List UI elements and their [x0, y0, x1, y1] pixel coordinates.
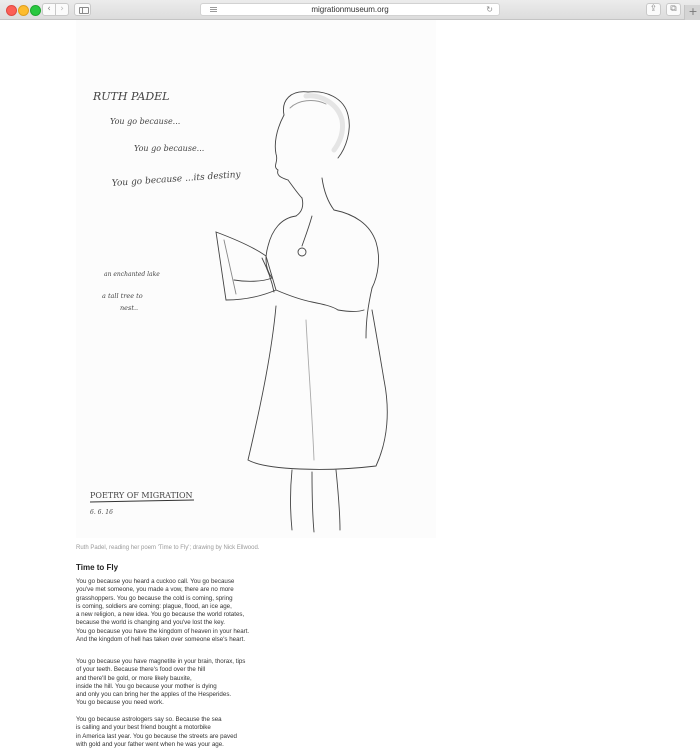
- poem-line: You go because you need work.: [76, 699, 164, 707]
- reload-icon[interactable]: ↻: [486, 5, 493, 14]
- sidebar-icon[interactable]: [74, 3, 91, 16]
- poem-line: is coming, soldiers are coming: plague, flood, an ice age,: [76, 602, 232, 610]
- poem-title: Time to Fly: [76, 563, 119, 572]
- poem-line: You go because you have the kingdom of heaven in your heart.: [76, 627, 250, 635]
- poem-line: and only you can bring her the apples of the Hesperides.: [76, 691, 232, 699]
- drawing-date: 6. 6. 16: [90, 509, 113, 516]
- poem-line: a new religion, a new idea. You go because the world rotates,: [76, 611, 245, 619]
- browser-toolbar: [0, 0, 700, 20]
- sketch-figure: [76, 20, 436, 538]
- poem-stanza-1: [76, 578, 306, 644]
- poem-stanza-2: [76, 658, 306, 708]
- portrait-drawing: [76, 20, 436, 538]
- figure-lines: [216, 92, 387, 532]
- footer-underline: [90, 500, 194, 502]
- share-icon[interactable]: ⇪: [646, 3, 661, 16]
- image-caption: Ruth Padel, reading her poem 'Time to Fly'; drawing by Nick Ellwood.: [76, 545, 260, 551]
- poem-line: because the world is changing and you've lost the key.: [76, 619, 225, 627]
- poem-line: And the kingdom of hell has taken over someone else's heart.: [76, 636, 246, 644]
- poem-line: You go because astrologers say so. Because the sea: [76, 716, 222, 723]
- poem-line: You go because you have magnetite in your brain, thorax, tips: [76, 658, 246, 665]
- drawing-line-1: You go because...: [110, 117, 181, 126]
- poem-line: and there'll be gold, or more likely bauxite,: [76, 674, 192, 682]
- poem-line: is calling and your best friend bought a motorbike: [76, 724, 211, 732]
- address-bar[interactable]: [200, 3, 500, 16]
- poem-line: with gold and your father went when he was your age.: [76, 740, 224, 748]
- drawing-note-1: an enchanted lake: [104, 271, 160, 278]
- back-icon[interactable]: ‹: [42, 3, 56, 16]
- address-url[interactable]: migrationmuseum.org: [311, 5, 389, 14]
- forward-icon[interactable]: ›: [55, 3, 69, 16]
- poem-stanza-3: [76, 716, 306, 749]
- close-window-button[interactable]: [6, 5, 17, 16]
- poem-line: in America last year. You go because the streets are paved: [76, 732, 237, 740]
- poem-line: of your teeth. Because there's food over the hill: [76, 666, 206, 674]
- drawing-note-2a: a tall tree to: [102, 292, 143, 300]
- zoom-window-button[interactable]: [30, 5, 41, 16]
- poem-line: You go because you heard a cuckoo call. You go because: [76, 578, 235, 585]
- minimize-window-button[interactable]: [18, 5, 29, 16]
- poem-line: grasshoppers. You go because the cold is coming, spring: [76, 594, 233, 602]
- poem-line: you've met someone, you made a vow, there are no more: [76, 586, 234, 594]
- new-tab-icon[interactable]: +: [684, 5, 700, 20]
- drawing-heading: RUTH PADEL: [93, 90, 170, 103]
- poem-line: inside the hill. You go because your mother is dying: [76, 682, 217, 690]
- drawing-line-3: You go because ...its destiny: [111, 170, 241, 189]
- drawing-footer: POETRY OF MIGRATION: [90, 491, 193, 500]
- drawing-line-2: You go because...: [134, 144, 205, 153]
- drawing-note-2b: nest..: [120, 304, 139, 312]
- tabs-icon[interactable]: ⧉: [666, 3, 681, 16]
